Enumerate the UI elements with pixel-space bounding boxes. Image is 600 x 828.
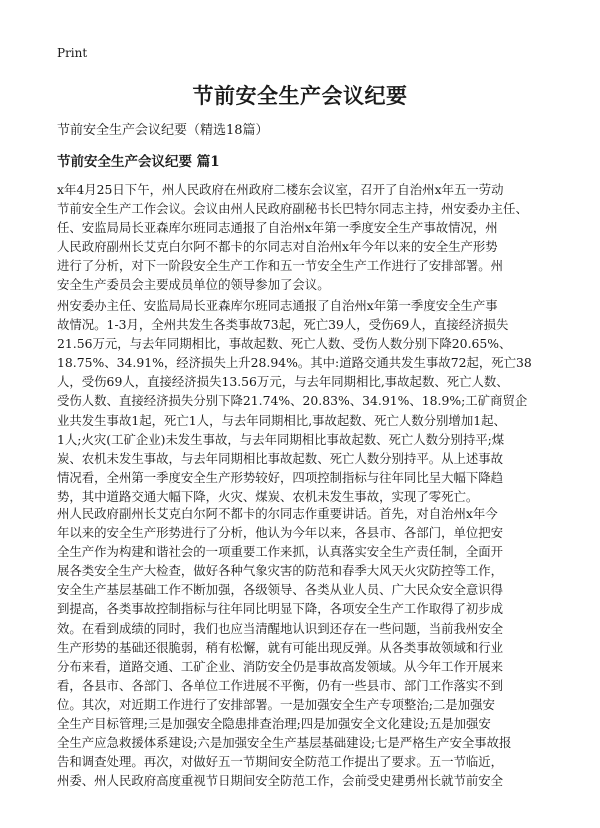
paragraph-line: 18.75%、34.91%，经济损失上升28.94%。其中:道路交通共发生事故72起，死亡38 — [57, 355, 532, 371]
paragraph-line: 到提高，各类事故控制指标与往年同比明显下降，各项安全生产工作取得了初步成 — [57, 601, 504, 617]
paragraph-line: 节前安全生产工作会议。会议由州人民政府副秘书长巴特尔同志主持，州安委办主任、 — [57, 201, 528, 217]
paragraph-line: 告和调查处理。再次，对做好五一节期间安全防范工作提出了要求。五一节临近， — [57, 754, 504, 770]
paragraph-line: 1人;火灾(工矿企业)未发生事故，与去年同期相比事故起数、死亡人数分别持平;煤 — [57, 431, 505, 447]
paragraph-2 — [57, 296, 547, 506]
paragraph-line: 州安委办主任、安监局局长亚森库尔班同志通报了自治州x年第一季度安全生产事 — [57, 298, 498, 313]
paragraph-line: 看，各县市、各部门、各单位工作进展不平衡，仍有一些县市、部门工作落实不到 — [57, 677, 504, 693]
paragraph-line: 展各类安全生产大检查，做好各种气象灾害的防范和春季大风天火灾防控等工作， — [57, 563, 504, 579]
paragraph-line: 分布来看，道路交通、工矿企业、消防安全仍是事故高发领域。从今年工作开展来 — [57, 658, 504, 674]
paragraph-line: 业共发生事故1起，死亡1人，与去年同期相比,事故起数、死亡人数分别增加1起、 — [57, 412, 506, 428]
paragraph-line: 效。在看到成绩的同时，我们也应当清醒地认识到还存在一些问题，当前我州安全 — [57, 620, 504, 636]
paragraph-line: 故情况。1-3月，全州共发生各类事故73起，死亡39人，受伤69人，直接经济损失 — [57, 317, 509, 333]
document-subtitle: 节前安全生产会议纪要（精选18篇） — [57, 123, 269, 138]
paragraph-line: 生产形势的基础还很脆弱，稍有松懈，就有可能出现反弹。从各类事故领域和行业 — [57, 639, 504, 655]
paragraph-line: 人，受伤69人，直接经济损失13.56万元，与去年同期相比,事故起数、死亡人数、 — [57, 374, 509, 390]
print-label: Print — [57, 46, 88, 60]
section-heading: 节前安全生产会议纪要 篇1 — [57, 154, 220, 170]
paragraph-line: 安全生产基层基础工作不断加强，各级领导、各类从业人员、广大民众安全意识得 — [57, 582, 504, 598]
paragraph-line: 进行了分析，对下一阶段安全生产工作和五一节安全生产工作进行了安排部署。州 — [57, 258, 504, 274]
paragraph-line: 炭、农机未发生事故，与去年同期相比事故起数、死亡人数分别持平。从上述事故 — [57, 450, 504, 466]
paragraph-line: 州人民政府副州长艾克白尔阿不都卡的尔同志作重要讲话。首先，对自治州x年今 — [57, 506, 498, 521]
paragraph-3 — [57, 504, 547, 790]
paragraph-line: 受伤人数、直接经济损失分别下降21.74%、20.83%、34.91%、18.9%;工矿商贸企 — [57, 393, 528, 409]
paragraph-line: x年4月25日下午，州人民政府在州政府二楼东会议室，召开了自治州x年五一劳动 — [57, 182, 504, 197]
paragraph-1 — [57, 180, 547, 295]
paragraph-line: 年以来的安全生产形势进行了分析，他认为今年以来，各县市、各部门，单位把安 — [57, 525, 504, 541]
paragraph-line: 人民政府副州长艾克白尔阿不都卡的尔同志对自治州x年今年以来的安全生产形势 — [57, 239, 498, 255]
paragraph-line: 势，其中道路交通大幅下降，火灾、煤炭、农机未发生事故，实现了零死亡。 — [57, 488, 479, 504]
paragraph-line: 全生产应急救援体系建设;六是加强安全生产基层基础建设;七是严格生产安全事故报 — [57, 735, 512, 751]
document-title: 节前安全生产会议纪要 — [192, 83, 408, 108]
paragraph-line: 安全生产委员会主要成员单位的领导参加了会议。 — [57, 277, 330, 293]
paragraph-line: 全生产作为构建和谐社会的一项重要工作来抓，认真落实安全生产责任制，全面开 — [57, 544, 504, 560]
paragraph-line: 位。其次，对近期工作进行了安排部署。一是加强安全生产专项整治;二是加强安 — [57, 696, 495, 712]
paragraph-line: 任、安监局局长亚森库尔班同志通报了自治州x年第一季度安全生产事故情况，州 — [57, 220, 498, 236]
paragraph-line: 21.56万元，与去年同期相比，事故起数、死亡人数、受伤人数分别下降20.65%、 — [57, 336, 512, 352]
paragraph-line: 州委、州人民政府高度重视节日期间安全防范工作，会前受史建勇州长就节前安全 — [57, 773, 504, 789]
paragraph-line: 情况看，全州第一季度安全生产形势较好，四项控制指标与往年同比呈大幅下降趋 — [57, 469, 504, 485]
paragraph-line: 全生产目标管理;三是加强安全隐患排查治理;四是加强安全文化建设;五是加强安 — [57, 716, 491, 732]
